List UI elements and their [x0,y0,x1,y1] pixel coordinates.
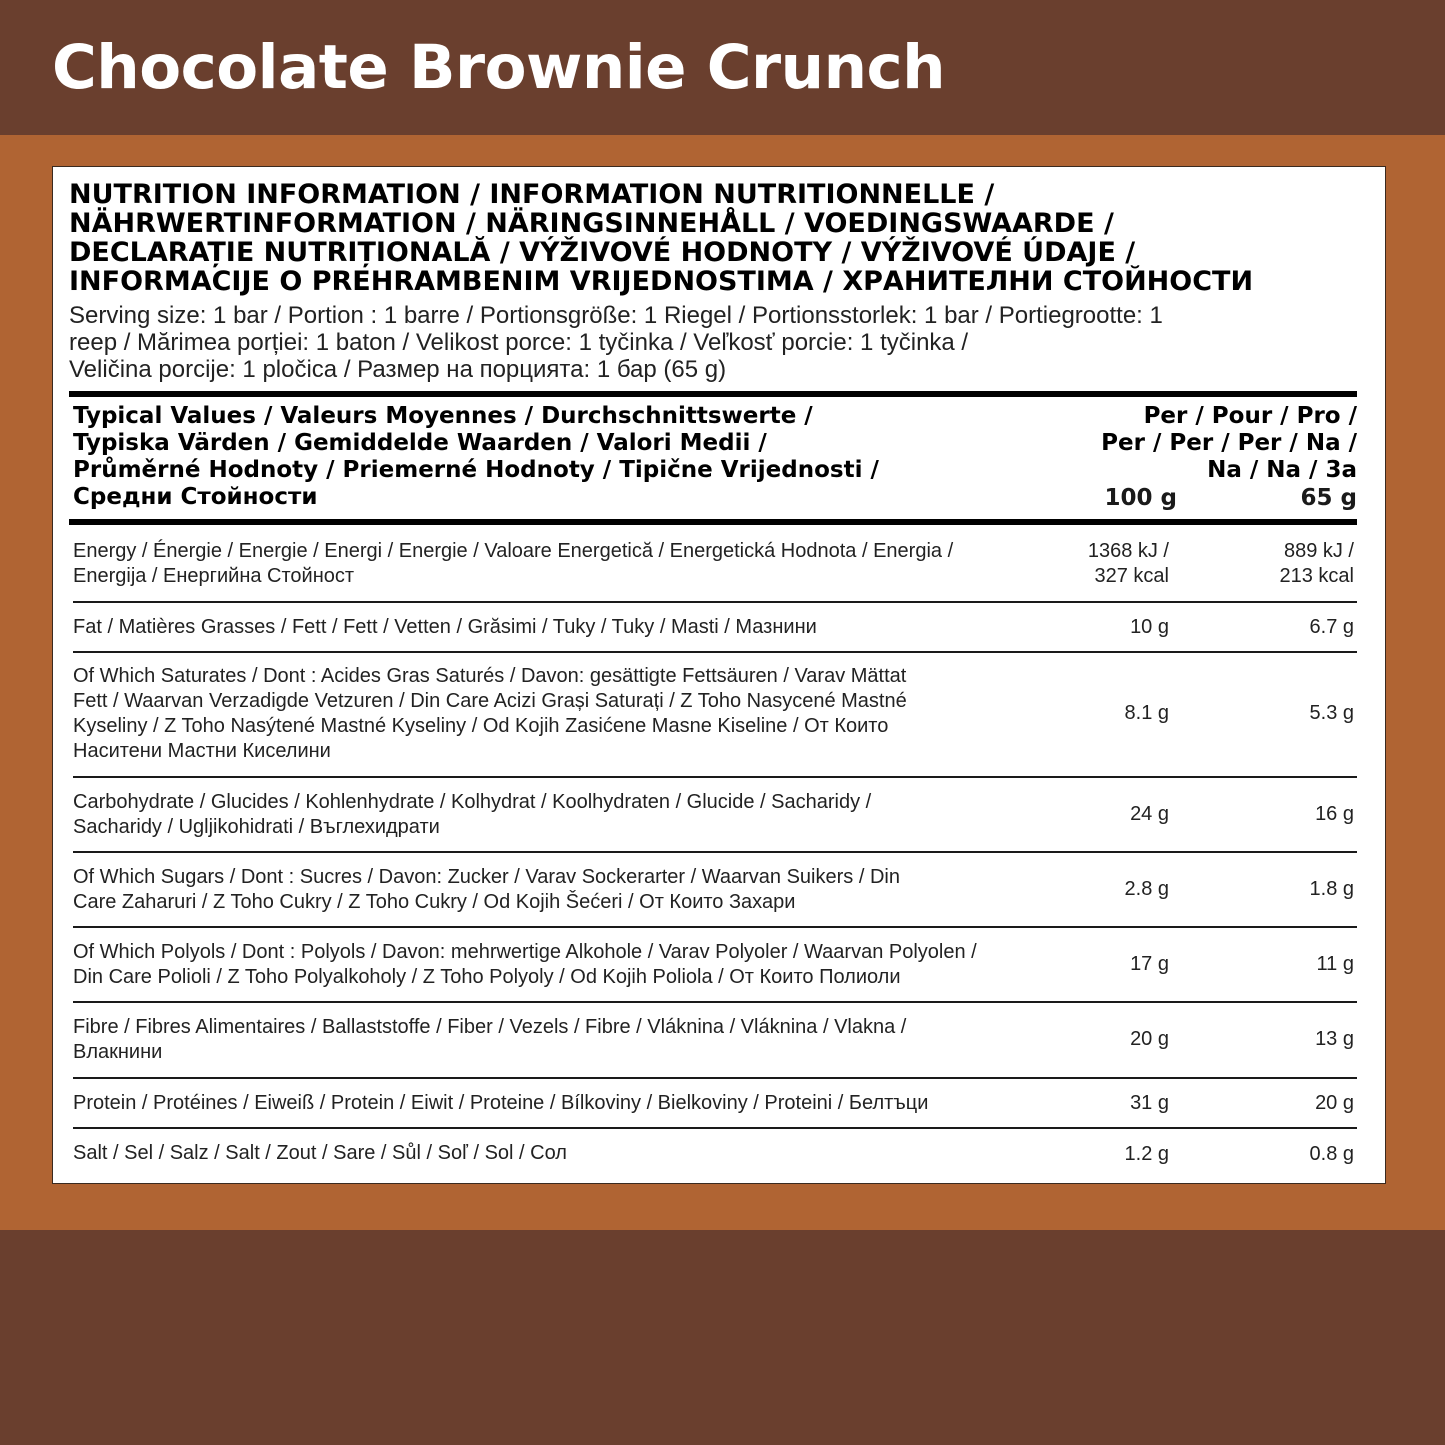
nutrient-name-line: Of Which Polyols / Dont : Polyols / Davon: mehrwertige Alkohole / Varav Polyoler / Waarvan Polyolen / [73,941,977,963]
value-line: 20 g [1315,1092,1354,1114]
value-line: 1368 kJ / [1087,540,1169,562]
nutrient-name-line: Salt / Sel / Salz / Salt / Zout / Sare / Sůl / Soľ / Sol / Сол [73,1142,567,1164]
nutrient-name-line: Energy / Énergie / Energie / Energi / Energie / Valoare Energetică / Energetická Hodnota / Energia / [73,540,954,562]
table-row [73,853,1357,928]
value-line: 0.8 g [1309,1143,1354,1165]
nutrient-name [73,1015,1043,1065]
nutrient-name-line: Fibre / Fibres Alimentaires / Ballaststoffe / Fiber / Vezels / Fibre / Vláknina / Vláknina / Vlakna / [73,1016,907,1038]
column-headers [1057,485,1357,515]
value-per-65g [1280,539,1355,589]
table-row [73,778,1357,853]
value-line: 213 kcal [1279,565,1354,587]
serving-line: reep / Mărimea porției: 1 baton / Velikost porce: 1 tyčinka / Veľkosť porcie: 1 tyčinka / [69,329,969,356]
value-per-65g [1317,952,1354,977]
value-per-100g [1088,539,1169,589]
table-row [73,525,1357,603]
value-line: 1.8 g [1309,878,1354,900]
nutrient-name-line: Of Which Sugars / Dont : Sucres / Davon: Zucker / Varav Sockerarter / Waarvan Suikers / Din [73,866,900,888]
table-row [73,1079,1357,1129]
serving-line: Veličina porcije: 1 pločica / Размер на порцията: 1 бар (65 g) [69,356,727,383]
value-per-65g [1315,802,1354,827]
nutrient-name-line: Protein / Protéines / Eiweiß / Protein / Eiwit / Proteine / Bílkoviny / Bielkoviny / Proteini / Белтъци [73,1092,929,1114]
value-per-65g [1315,1091,1354,1116]
nutrient-name [73,790,1043,840]
value-line: 6.7 g [1309,616,1354,638]
typical-values-line: Průměrné Hodnoty / Priemerné Hodnoty / Tipične Vrijednosti / [73,457,879,483]
nutrient-name-line: Care Zaharuri / Z Toho Cukry / Z Toho Cukry / Od Kojih Šećeri / От Които Захари [73,891,796,913]
table-row [73,1129,1357,1179]
value-line: 327 kcal [1094,565,1169,587]
nutrition-label [52,166,1386,1184]
value-per-65g [1310,615,1354,640]
nutrient-name [73,1091,1043,1116]
value-line: 31 g [1130,1092,1169,1114]
nutrient-name-line: Влакнини [73,1041,163,1063]
table-row [73,928,1357,1003]
value-line: 20 g [1130,1028,1169,1050]
nutrient-name [73,664,1043,764]
nutrient-name [73,539,1043,589]
table-header [73,403,1357,515]
typical-values-line: Typiska Värden / Gemiddelde Waarden / Valori Medii / [73,430,767,456]
value-per-100g [1130,615,1169,640]
value-line: 5.3 g [1309,702,1354,724]
value-line: 2.8 g [1124,878,1169,900]
value-line: 11 g [1316,953,1354,975]
nutrient-name-line: Наситени Мастни Киселини [73,740,331,762]
value-line: 24 g [1130,803,1169,825]
nutrient-name [73,1141,1043,1166]
heading-line: NÄHRWERTINFORMATION / NÄRINGSINNEHÅLL / VOEDINGSWAARDE / [69,208,1114,239]
nutrient-name-line: Fett / Waarvan Verzadigde Vetzuren / Din Care Acizi Grași Saturați / Z Toho Nasycené Mastné [73,690,907,712]
value-per-65g [1310,1142,1354,1167]
value-per-100g [1130,802,1169,827]
column-header-100g: 100 g [1104,485,1177,511]
per-heading [1057,403,1357,484]
nutrient-name-line: Energija / Енергийна Стойност [73,565,355,587]
heading-line: NUTRITION INFORMATION / INFORMATION NUTRITIONNELLE / [69,179,995,210]
value-line: 16 g [1315,803,1354,825]
nutrient-name [73,615,1043,640]
serving-size [69,302,1329,383]
product-title: Chocolate Brownie Crunch [52,32,946,103]
nutrient-name-line: Sacharidy / Ugljikohidrati / Въглехидрати [73,816,440,838]
bottom-band [0,1230,1445,1445]
heading-line: DECLARAȚIE NUTRIȚIONALĂ / VÝŽIVOVÉ HODNOTY / VÝŽIVOVÉ ÚDAJE / [69,237,1136,268]
value-line: 10 g [1130,616,1169,638]
value-per-100g [1130,952,1169,977]
table-row [73,653,1357,778]
per-line: Per / Per / Per / Na / [1101,430,1357,456]
nutrient-name-line: Carbohydrate / Glucides / Kohlenhydrate / Kolhydrat / Koolhydraten / Glucide / Sacharidy / [73,791,872,813]
value-per-100g [1125,1142,1169,1167]
value-per-100g [1125,701,1169,726]
column-header-65g: 65 g [1300,485,1357,511]
value-per-65g [1315,1027,1354,1052]
per-line: Per / Pour / Pro / [1143,403,1357,429]
table-row [73,603,1357,653]
nutrition-heading [69,180,1369,296]
value-line: 8.1 g [1124,702,1169,724]
table-row [73,1003,1357,1079]
value-per-65g [1310,701,1354,726]
nutrient-name [73,940,1043,990]
per-line: Na / Na / 3a [1207,457,1357,483]
typical-values-line: Typical Values / Valeurs Moyennes / Durchschnittswerte / [73,403,813,429]
value-per-65g [1310,877,1354,902]
value-per-100g [1130,1091,1169,1116]
typical-values-line: Средни Стойности [73,484,318,510]
serving-line: Serving size: 1 bar / Portion : 1 barre / Portionsgröße: 1 Riegel / Portionsstorlek: 1 bar / Portiegrootte: 1 [69,302,1163,329]
heading-line: INFORMACIJE O PREHRAMBENIM VRIJEDNOSTIMA / ХРАНИТЕЛНИ СТОЙНОСТИ [69,266,1254,297]
nutrient-name-line: Din Care Polioli / Z Toho Polyalkoholy / Z Toho Polyoly / Od Kojih Poliola / От Които Полиоли [73,966,901,988]
value-line: 17 g [1130,953,1169,975]
typical-values-heading [73,403,1033,511]
value-line: 13 g [1315,1028,1354,1050]
nutrient-name [73,865,1043,915]
value-per-100g [1130,1027,1169,1052]
header-band [0,0,1445,135]
nutrient-name-line: Kyseliny / Z Toho Nasýtené Mastné Kyseliny / Od Kojih Zasićene Masne Kiseline / От Които [73,715,889,737]
value-line: 1.2 g [1124,1143,1169,1165]
value-per-100g [1125,877,1169,902]
nutrient-name-line: Fat / Matières Grasses / Fett / Fett / Vetten / Grăsimi / Tuky / Tuky / Masti / Мазнини [73,616,817,638]
nutrient-name-line: Of Which Saturates / Dont : Acides Gras Saturés / Davon: gesättigte Fettsäuren / Varav Mättat [73,665,907,687]
top-rule [69,391,1357,397]
value-line: 889 kJ / [1283,540,1354,562]
